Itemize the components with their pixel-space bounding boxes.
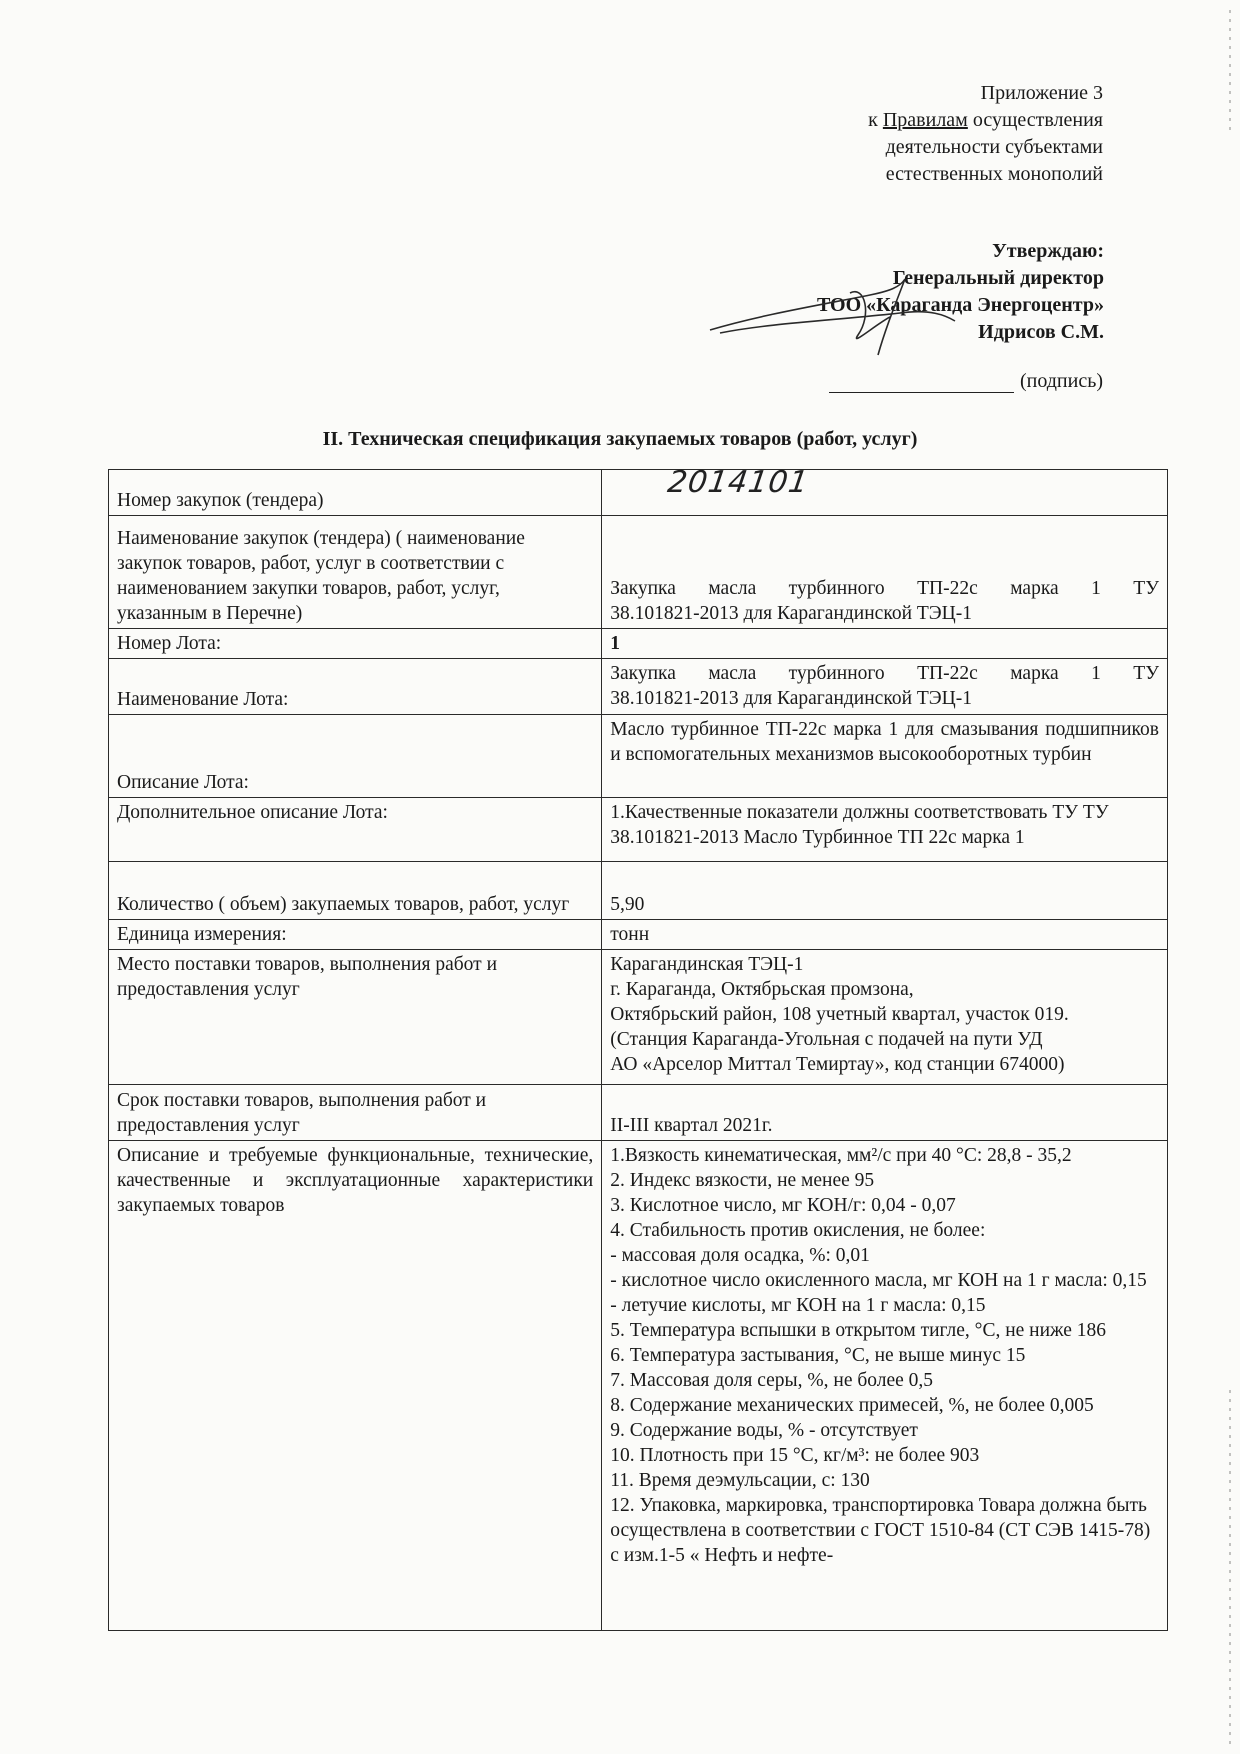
scan-margin-marks [1224,10,1236,1750]
label-place: Место поставки товаров, выполнения работ и предоставления услуг [109,950,602,1085]
value-tender-number-cell [602,465,1168,516]
tender-number-handwritten: 2014101 [665,465,812,500]
table-row [109,862,1168,920]
label-tender-name: Наименование закупок (тендера) ( наименование закупок товаров, работ, услуг в соответствии с наименованием закупки товаров, работ, услуг, указанным в Перечне) [109,516,602,629]
list-item: - кислотное число окисленного масла, мг КОН на 1 г масла: 0,15 [610,1270,1147,1291]
label-tender-number: Номер закупок (тендера) [109,470,602,516]
label-quantity: Количество ( объем) закупаемых товаров, работ, услуг [109,862,602,920]
list-item: 12. Упаковка, маркировка, транспортировка Товара должна быть осуществлена в соответствии с ГОСТ 1510-84 (СТ СЭВ 1415-78) с изм.1-5 « Нефть и нефте- [610,1495,1151,1566]
value-unit: тонн [602,920,1168,950]
table-row [109,629,1168,659]
label-term: Срок поставки товаров, выполнения работ и предоставления услуг [109,1085,602,1141]
value-lot-description: Масло турбинное ТП-22с марка 1 для смазывания подшипников и вспомогательных механизмов высокооборотных турбин [602,715,1168,798]
list-item: 9. Содержание воды, % - отсутствует [610,1420,918,1441]
list-item: 6. Температура застывания, °С, не выше минус 15 [610,1345,1026,1366]
appendix-header [868,80,1103,188]
appendix-line-4: естественных монополий [885,163,1103,185]
value-quantity: 5,90 [602,862,1168,920]
specification-table [108,465,1168,1631]
list-item: 7. Массовая доля серы, %, не более 0,5 [610,1370,934,1391]
label-characteristics: Описание и требуемые функциональные, технические, качественные и эксплуатационные характеристики закупаемых товаров [109,1141,602,1631]
list-item: 8. Содержание механических примесей, %, не более 0,005 [610,1395,1094,1416]
table-row [109,1141,1168,1631]
table-row [109,1085,1168,1141]
appendix-line-3: деятельности субъектами [885,136,1103,158]
table-row [109,659,1168,715]
rules-link[interactable]: Правилам [882,109,968,131]
table-row [109,470,1168,516]
signature-caption: (подпись) [1019,370,1103,392]
section-heading: II. Техническая спецификация закупаемых товаров (работ, услуг) [322,428,918,450]
value-lot-number: 1 [602,629,1168,659]
handwritten-signature-icon [700,275,960,365]
list-item: 10. Плотность при 15 °С, кг/м³: не более 903 [610,1445,980,1466]
table-row [109,950,1168,1085]
approval-person: Идрисов С.М. [978,321,1104,343]
appendix-rules-line: к Правилам осуществления [868,109,1103,131]
label-lot-extra: Дополнительное описание Лота: [109,798,602,862]
signature-line [829,370,1103,393]
list-item: - массовая доля осадка, %: 0,01 [610,1245,870,1266]
list-item: 5. Температура вспышки в открытом тигле, °С, не ниже 186 [610,1320,1107,1341]
list-item: 11. Время деэмульсации, с: 130 [610,1470,870,1491]
list-item: 2. Индекс вязкости, не менее 95 [610,1170,875,1191]
signature-underline [829,372,1014,393]
table-row [109,920,1168,950]
value-lot-name: Закупка масла турбинного ТП-22с марка 1 ТУ 38.101821-2013 для Карагандинской ТЭЦ-1 [602,659,1168,715]
table-row [109,715,1168,798]
label-lot-name: Наименование Лота: [109,659,602,715]
value-lot-extra: 1.Качественные показатели должны соответствовать ТУ ТУ 38.101821-2013 Масло Турбинное ТП 22с марка 1 [602,798,1168,862]
value-characteristics [602,1141,1168,1631]
label-lot-description: Описание Лота: [109,715,602,798]
value-place: Карагандинская ТЭЦ-1 г. Караганда, Октябрьская промзона, Октябрьский район, 108 учетный квартал, участок 019. (Станция Караганда-Угольная с подачей на пути УД АО «Арселор Миттал Темиртау», код станции 674000) [602,950,1168,1085]
list-item: 3. Кислотное число, мг КОН/г: 0,04 - 0,07 [610,1195,956,1216]
appendix-title: Приложение 3 [980,82,1103,104]
list-item: - летучие кислоты, мг КОН на 1 г масла: 0,15 [610,1295,986,1316]
approval-title: Утверждаю: [992,240,1104,262]
value-tender-name: Закупка масла турбинного ТП-22с марка 1 ТУ 38.101821-2013 для Карагандинской ТЭЦ-1 [602,516,1168,629]
list-item: 4. Стабильность против окисления, не более: [610,1220,986,1241]
label-unit: Единица измерения: [109,920,602,950]
approval-company: ТОО «Караганда Энергоцентр» [816,294,1104,316]
approval-position: Генеральный директор [892,267,1104,289]
label-lot-number: Номер Лота: [109,629,602,659]
table-row [109,798,1168,862]
value-term: II-III квартал 2021г. [602,1085,1168,1141]
list-item: 1.Вязкость кинематическая, мм²/с при 40 °С: 28,8 - 35,2 [610,1145,1072,1166]
table-row [109,516,1168,629]
